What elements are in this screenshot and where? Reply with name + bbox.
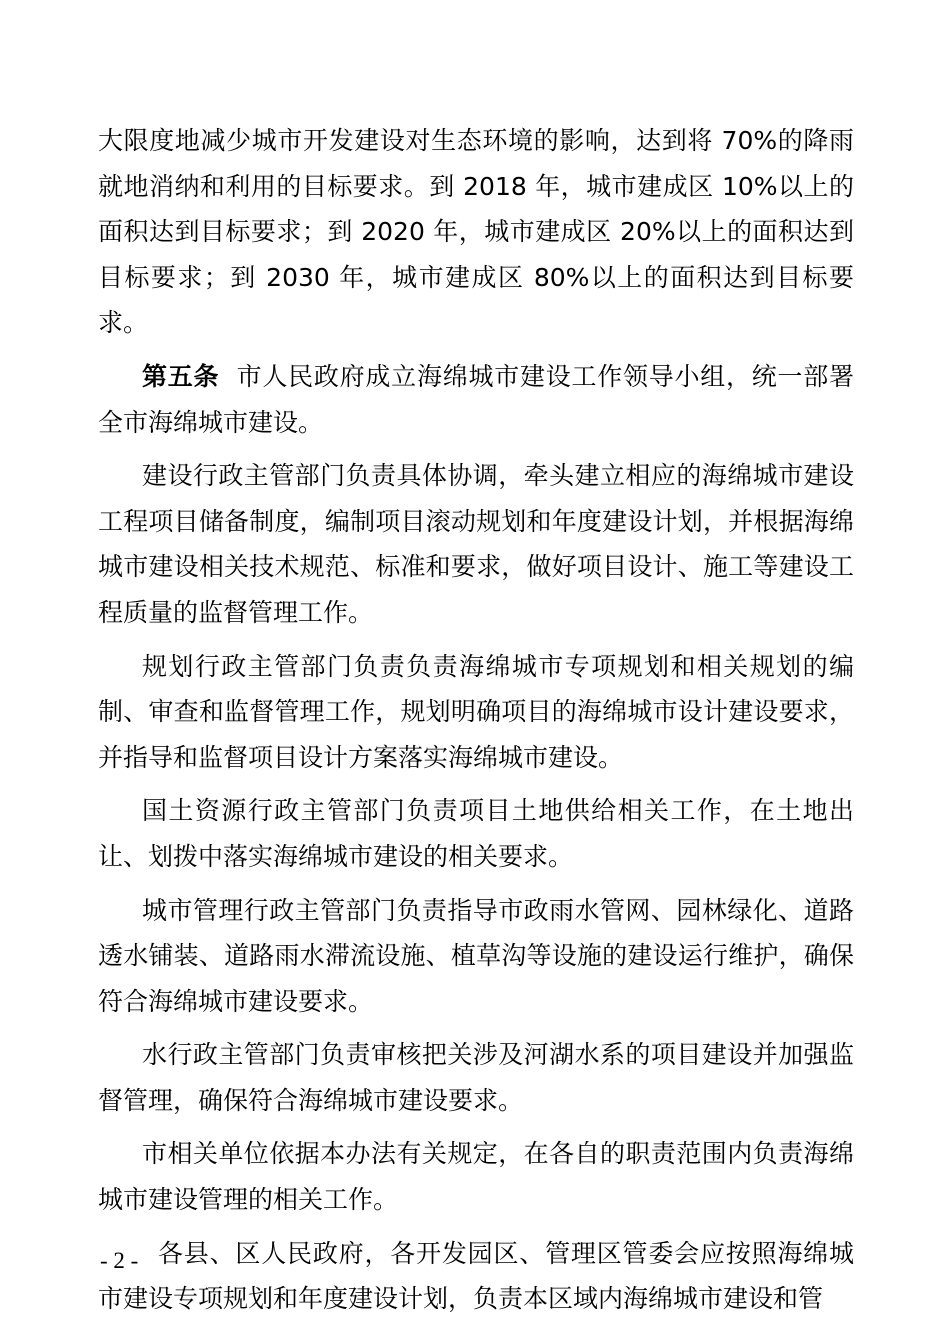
page-number: - 2 - bbox=[100, 1248, 139, 1273]
paragraph-city-management-dept: 城市管理行政主管部门负责指导市政雨水管网、园林绿化、道路透水铺装、道路雨水滞流设施、植草沟等设施的建设运行维护，确保符合海绵城市建设要求。 bbox=[98, 895, 854, 1016]
article-5-paragraph bbox=[98, 354, 854, 445]
paragraph-counties-districts: 各县、区人民政府，各开发园区、管理区管委会应按照海绵城市建设专项规划和年度建设计划，负责本区域内海绵城市建设和管 bbox=[98, 1238, 854, 1314]
article-5-text: 市人民政府成立海绵城市建设工作领导小组，统一部署全市海绵城市建设。 bbox=[98, 361, 854, 437]
paragraph-land-dept: 国土资源行政主管部门负责项目土地供给相关工作，在土地出让、划拨中落实海绵城市建设的相关要求。 bbox=[98, 796, 854, 871]
paragraph-planning-dept: 规划行政主管部门负责负责海绵城市专项规划和相关规划的编制、审查和监督管理工作，规划明确项目的海绵城市设计建设要求，并指导和监督项目设计方案落实海绵城市建设。 bbox=[98, 651, 854, 772]
paragraph-continued: 大限度地减少城市开发建设对生态环境的影响，达到将 70%的降雨就地消纳和利用的目标要求。到 2018 年，城市建成区 10%以上的面积达到目标要求；到 2020 年，城市建成区 20%以上的面积达到目标要求；到 2030 年，城市建成区 80%以上的面积达到目标要求。 bbox=[98, 126, 855, 338]
paragraph-construction-dept: 建设行政主管部门负责具体协调，牵头建立相应的海绵城市建设工程项目储备制度，编制项目滚动规划和年度建设计划，并根据海绵城市建设相关技术规范、标准和要求，做好项目设计、施工等建设工程质量的监督管理工作。 bbox=[98, 461, 854, 627]
paragraph-related-units: 市相关单位依据本办法有关规定，在各自的职责范围内负责海绵城市建设管理的相关工作。 bbox=[98, 1139, 854, 1215]
document-body bbox=[98, 118, 854, 1330]
article-label: 第五条 bbox=[142, 361, 220, 391]
paragraph-water-dept: 水行政主管部门负责审核把关涉及河湖水系的项目建设并加强监督管理，确保符合海绵城市建设要求。 bbox=[98, 1040, 854, 1115]
